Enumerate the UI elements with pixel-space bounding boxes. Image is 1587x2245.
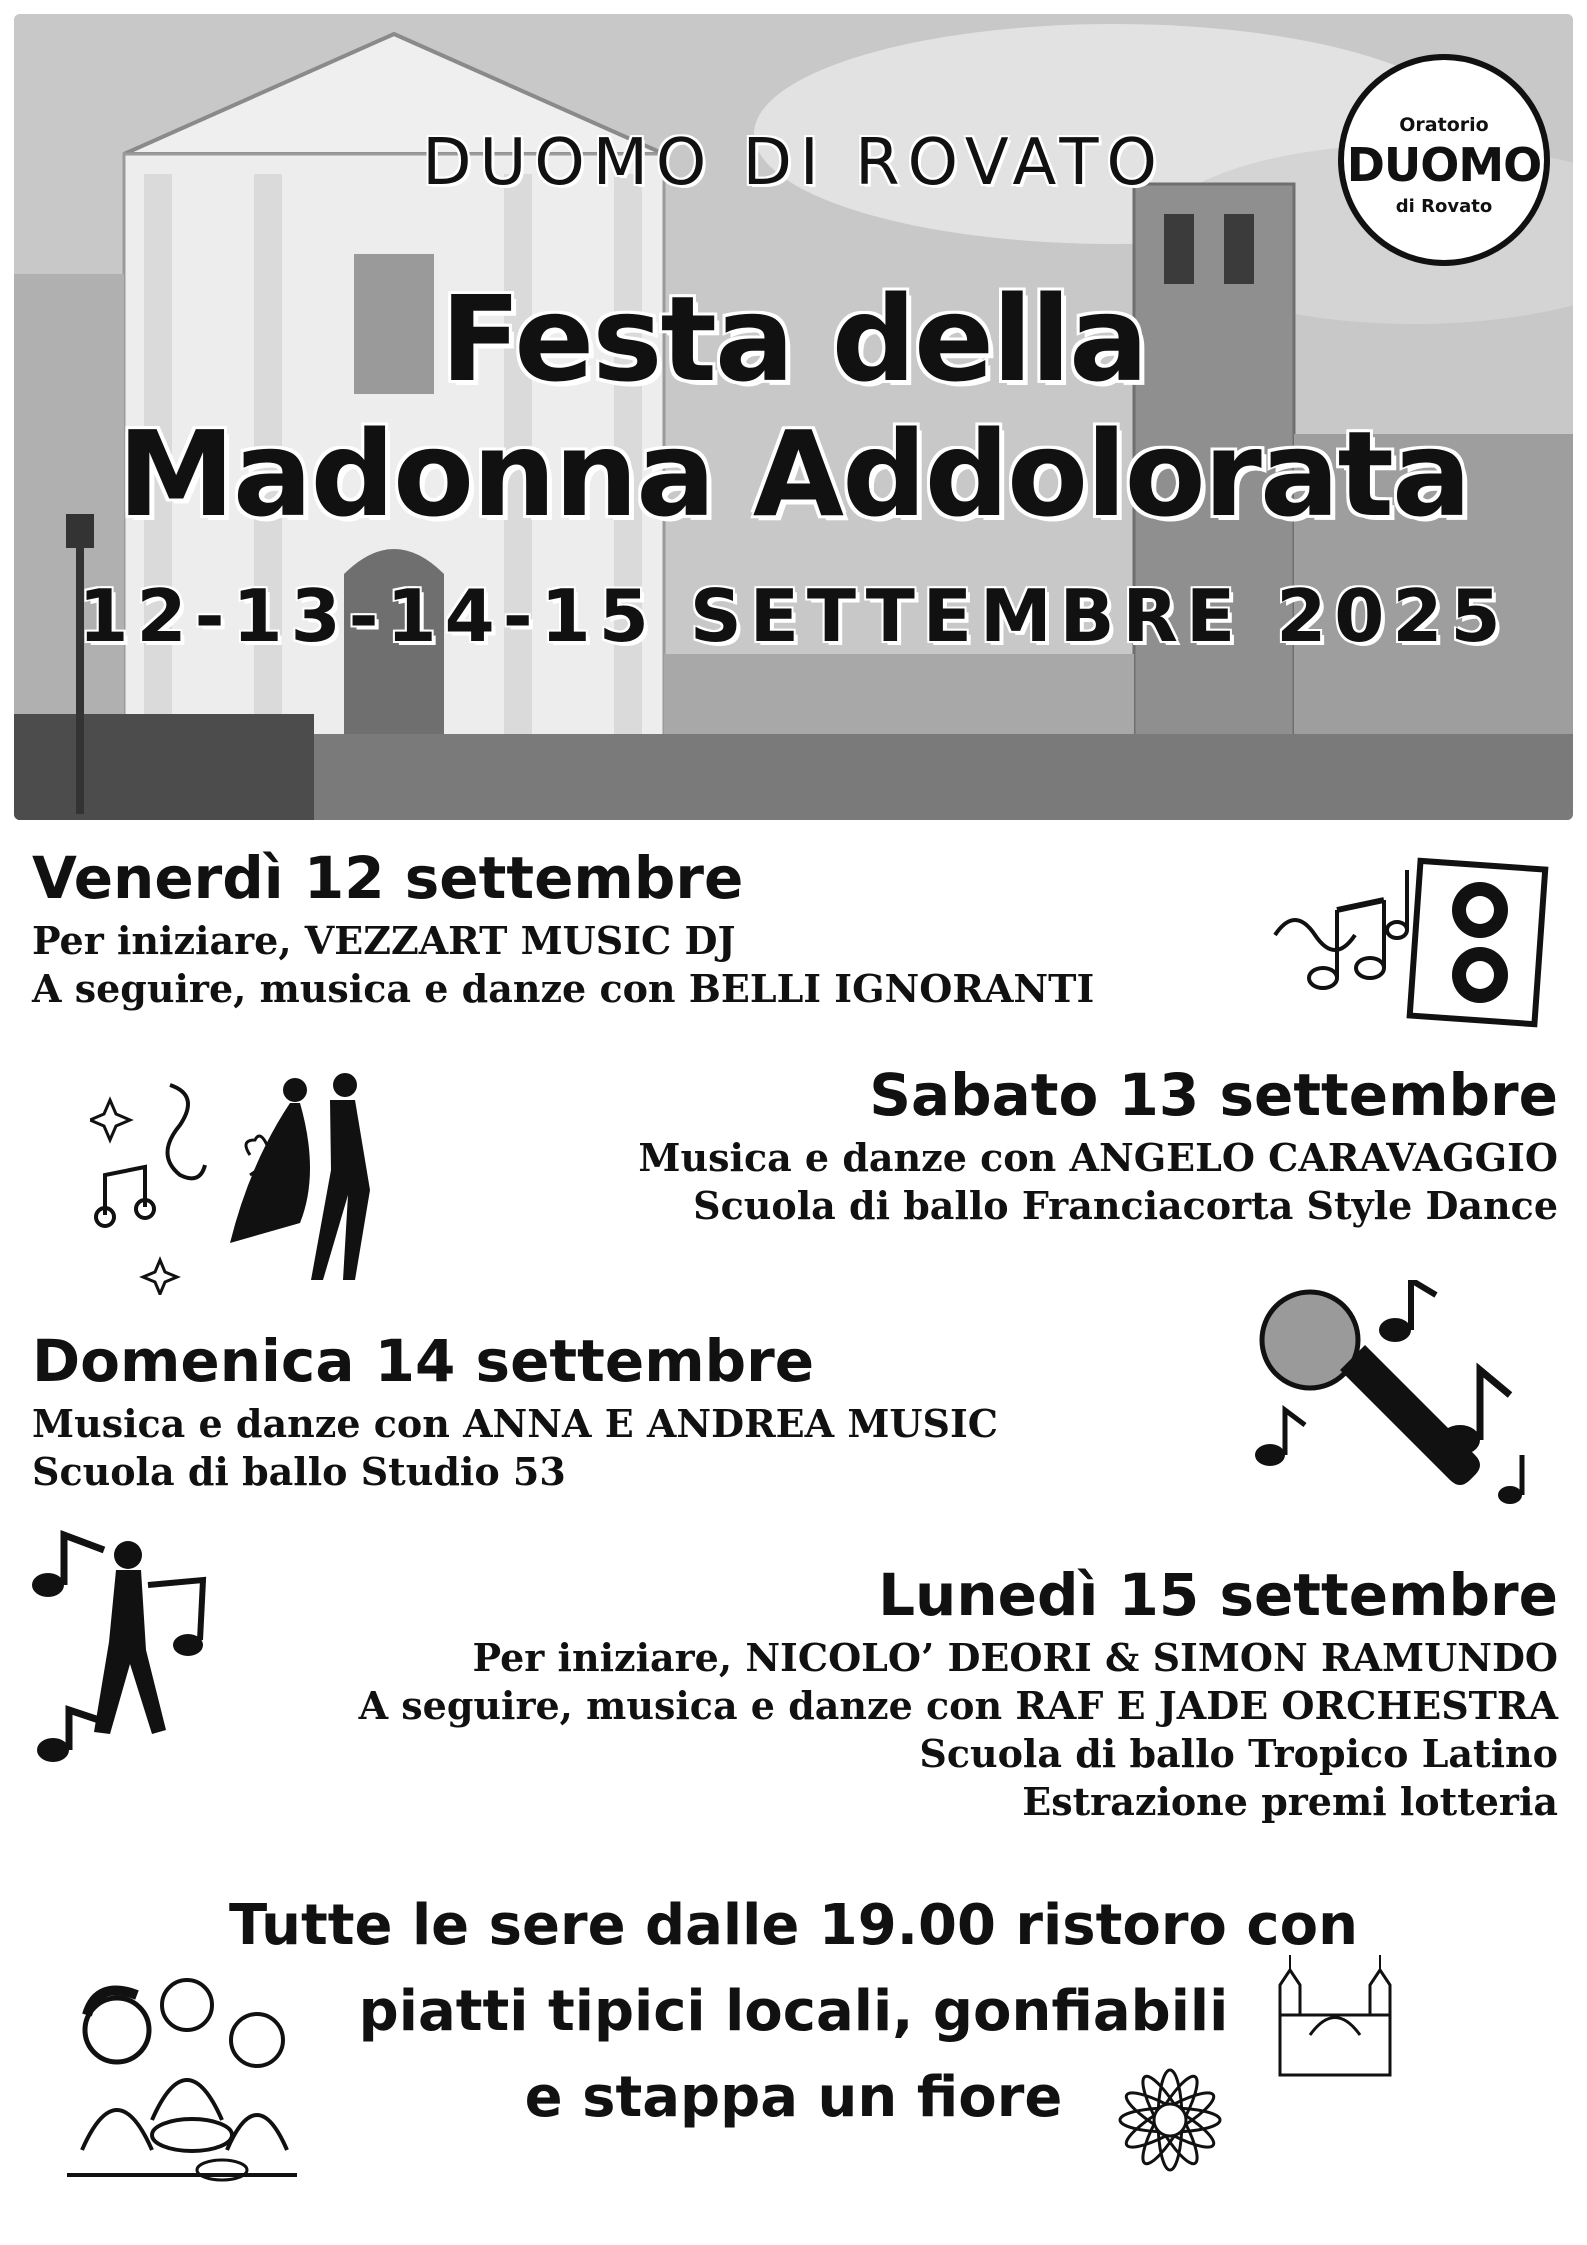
footer-line2: piatti tipici locali, gonfiabili: [358, 1979, 1229, 2044]
logo-name: DUOMO: [1346, 138, 1542, 192]
logo-bottom-text: di Rovato: [1395, 196, 1493, 217]
event-location: DUOMO DI ROVATO: [422, 126, 1165, 200]
day-line: Scuola di ballo Franciacorta Style Dance: [693, 1183, 1558, 1228]
day-line: Musica e danze con ANNA E ANDREA MUSIC: [32, 1401, 999, 1446]
day-sunday: [32, 1328, 1232, 1496]
microphone-icon: [1250, 1280, 1550, 1520]
day-line: Estrazione premi lotteria: [1022, 1779, 1558, 1824]
day-line: Musica e danze con ANGELO CARAVAGGIO: [638, 1135, 1558, 1180]
footer-line3: e stappa un fiore: [524, 2065, 1063, 2130]
day-line: A seguire, musica e danze con RAF E JADE ORCHESTRA: [358, 1683, 1558, 1728]
day-monday: [140, 1562, 1558, 1826]
speaker-icon: [1265, 850, 1555, 1030]
people-eating-icon: [62, 1970, 302, 2200]
hero-banner: [14, 14, 1573, 820]
oratorio-logo: [1338, 54, 1550, 266]
event-title-line1: Festa della: [440, 270, 1147, 408]
event-dates: 12-13-14-15 SETTEMBRE 2025: [78, 574, 1509, 658]
day-saturday: [300, 1062, 1558, 1230]
day-title: Domenica 14 settembre: [32, 1327, 815, 1395]
day-line: Per iniziare, NICOLO’ DEORI & SIMON RAMUNDO: [472, 1635, 1558, 1680]
singer-icon: [28, 1525, 218, 1775]
dancing-couple-icon: [90, 1065, 420, 1295]
day-title: Sabato 13 settembre: [869, 1061, 1558, 1129]
day-title: Venerdì 12 settembre: [32, 844, 744, 912]
day-line: Scuola di ballo Studio 53: [32, 1449, 566, 1494]
day-line: A seguire, musica e danze con BELLI IGNORANTI: [32, 966, 1095, 1011]
day-line: Scuola di ballo Tropico Latino: [919, 1731, 1558, 1776]
logo-top-text: Oratorio: [1399, 114, 1489, 136]
footer-line1: Tutte le sere dalle 19.00 ristoro con: [229, 1893, 1358, 1958]
day-friday: [32, 845, 1282, 1013]
event-title-line2: Madonna Addolorata: [117, 405, 1470, 543]
day-line: Per iniziare, VEZZART MUSIC DJ: [32, 918, 736, 963]
day-title: Lunedì 15 settembre: [878, 1561, 1558, 1629]
bouncy-castle-icon: [1270, 1955, 1400, 2085]
flower-icon: [1100, 2050, 1240, 2190]
